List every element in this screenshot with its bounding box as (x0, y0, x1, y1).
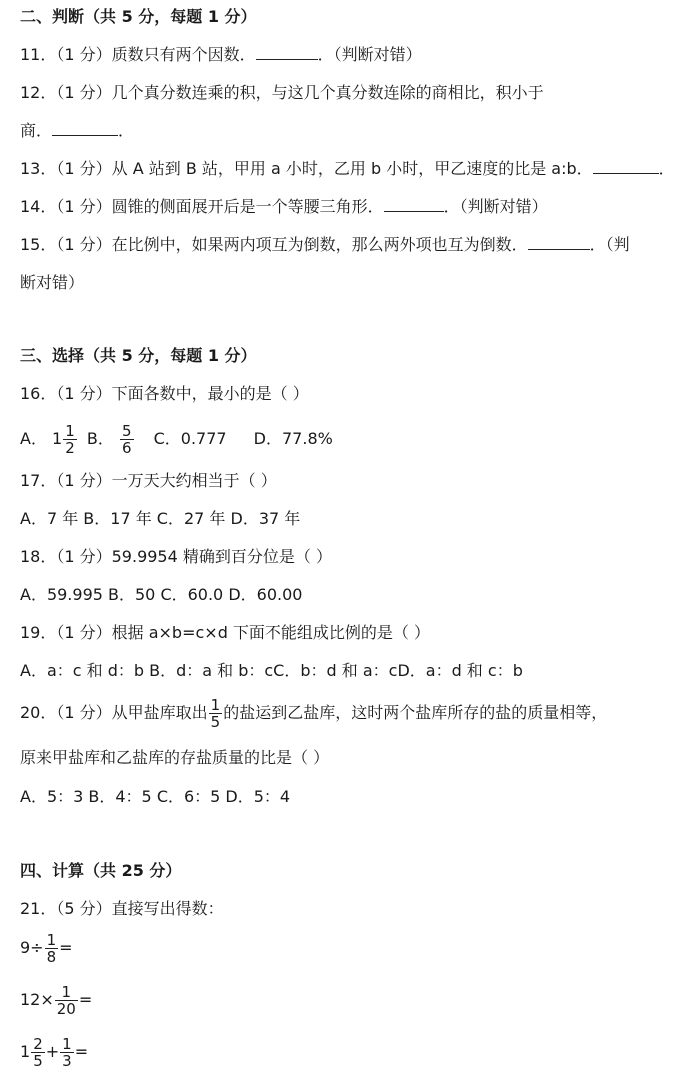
expression-2 (20, 982, 691, 1018)
plus-sign: + (45, 1042, 60, 1061)
option-d[interactable]: D．77.8% (253, 429, 333, 448)
fraction-numerator: 1 (46, 931, 57, 949)
q13-text: 13．（1 分）从 A 站到 B 站，甲用 a 小时，乙用 b 小时，甲乙速度的比是 a:b． (20, 159, 593, 178)
equals-sign: = (78, 990, 93, 1009)
question-12-line1: 12．（1 分）几个真分数连乘的积，与这几个真分数连除的商相比，积小于 (20, 83, 544, 102)
question-12-line2 (20, 120, 691, 142)
fraction-denominator: 5 (33, 1052, 43, 1070)
expr3-fraction-2 (60, 1036, 74, 1069)
option-a-label: A． (20, 429, 47, 448)
answer-blank[interactable] (52, 121, 118, 136)
expr3-fraction-1 (31, 1036, 45, 1069)
q14-text: 14．（1 分）圆锥的侧面展开后是一个等腰三角形． (20, 197, 384, 216)
q13-suffix: ． (658, 159, 675, 178)
option-b[interactable] (87, 422, 135, 456)
answer-blank[interactable] (256, 45, 318, 60)
option-a-whole: 1 (52, 429, 63, 448)
question-15-line2: 断对错） (20, 273, 85, 292)
q14-suffix: ．（判断对错） (443, 197, 548, 216)
question-18-stem: 18．（1 分）59.9954 精确到百分位是（ ） (20, 547, 332, 566)
q15-suffix: ．（判 (589, 235, 630, 254)
fraction-denominator: 6 (121, 439, 132, 457)
question-11 (20, 44, 691, 66)
q12-suffix: ． (118, 121, 135, 140)
question-13 (20, 158, 691, 180)
question-20-options[interactable]: A．5：3 B．4：5 C．6：5 D．5：4 (20, 787, 291, 806)
question-21-stem: 21．（5 分）直接写出得数： (20, 899, 224, 918)
section-heading-choice: 三、选择（共 5 分，每题 1 分） (20, 346, 257, 365)
question-19-stem: 19．（1 分）根据 a×b=c×d 下面不能组成比例的是（ ） (20, 623, 431, 642)
fraction-numerator: 1 (55, 984, 78, 1001)
question-14 (20, 196, 691, 218)
q20-text-cont: 的盐运到乙盐库，这时两个盐库所存的盐的质量相等， (223, 703, 608, 722)
question-16-stem: 16．（1 分）下面各数中，最小的是（ ） (20, 384, 309, 403)
answer-blank[interactable] (528, 235, 590, 250)
fraction-numerator: 2 (33, 1035, 43, 1053)
question-20-line2: 原来甲盐库和乙盐库的存盐质量的比是（ ） (20, 748, 330, 767)
question-17-stem: 17．（1 分）一万天大约相当于（ ） (20, 471, 277, 490)
expr1-fraction (45, 932, 59, 965)
equals-sign: = (59, 938, 73, 957)
question-16-options (20, 422, 691, 456)
q12-text: 商． (20, 121, 53, 140)
fraction-denominator: 8 (46, 948, 57, 966)
q11-text: 11．（1 分）质数只有两个因数． (20, 45, 256, 64)
section-heading-judgement: 二、判断（共 5 分，每题 1 分） (20, 7, 257, 26)
answer-blank[interactable] (384, 197, 444, 212)
fraction-numerator: 5 (121, 422, 132, 440)
q20-fraction (209, 697, 223, 730)
fraction-denominator: 3 (62, 1052, 72, 1070)
fraction-denominator: 2 (65, 439, 75, 457)
option-b-fraction (120, 423, 134, 456)
expression-1 (20, 930, 691, 966)
fraction-numerator: 1 (65, 422, 75, 440)
option-b-label: B． (86, 429, 114, 448)
fraction-denominator: 20 (56, 1000, 76, 1018)
q15-text: 15．（1 分）在比例中，如果两内项互为倒数，那么两外项也互为倒数． (20, 235, 528, 254)
option-c[interactable]: C．0.777 (153, 429, 227, 448)
fraction-denominator: 5 (210, 713, 221, 731)
equals-sign: = (74, 1042, 89, 1061)
question-18-options[interactable]: A．59.995 B．50 C．60.0 D．60.00 (20, 585, 303, 604)
answer-blank[interactable] (593, 159, 659, 174)
question-19-options[interactable]: A．a：c 和 d：b B．d：a 和 b：cC．b：d 和 a：cD．a：d 和 c：b (20, 661, 523, 680)
option-a[interactable] (20, 422, 78, 456)
q11-suffix: ．（判断对错） (317, 45, 422, 64)
expr3-whole: 1 (20, 1042, 31, 1061)
q20-text: 20．（1 分）从甲盐库取出 (20, 703, 208, 722)
option-a-fraction (63, 423, 77, 456)
expr1-left: 9÷ (20, 938, 44, 957)
expression-3 (20, 1034, 691, 1070)
question-20-line1 (20, 696, 691, 730)
fraction-numerator: 1 (210, 696, 221, 714)
expr2-left: 12× (20, 990, 54, 1009)
fraction-numerator: 1 (62, 1035, 72, 1053)
expr2-fraction (55, 984, 78, 1017)
question-17-options[interactable]: A．7 年 B．17 年 C．27 年 D．37 年 (20, 509, 301, 528)
question-15-line1 (20, 234, 691, 256)
section-heading-calculation: 四、计算（共 25 分） (20, 861, 182, 880)
